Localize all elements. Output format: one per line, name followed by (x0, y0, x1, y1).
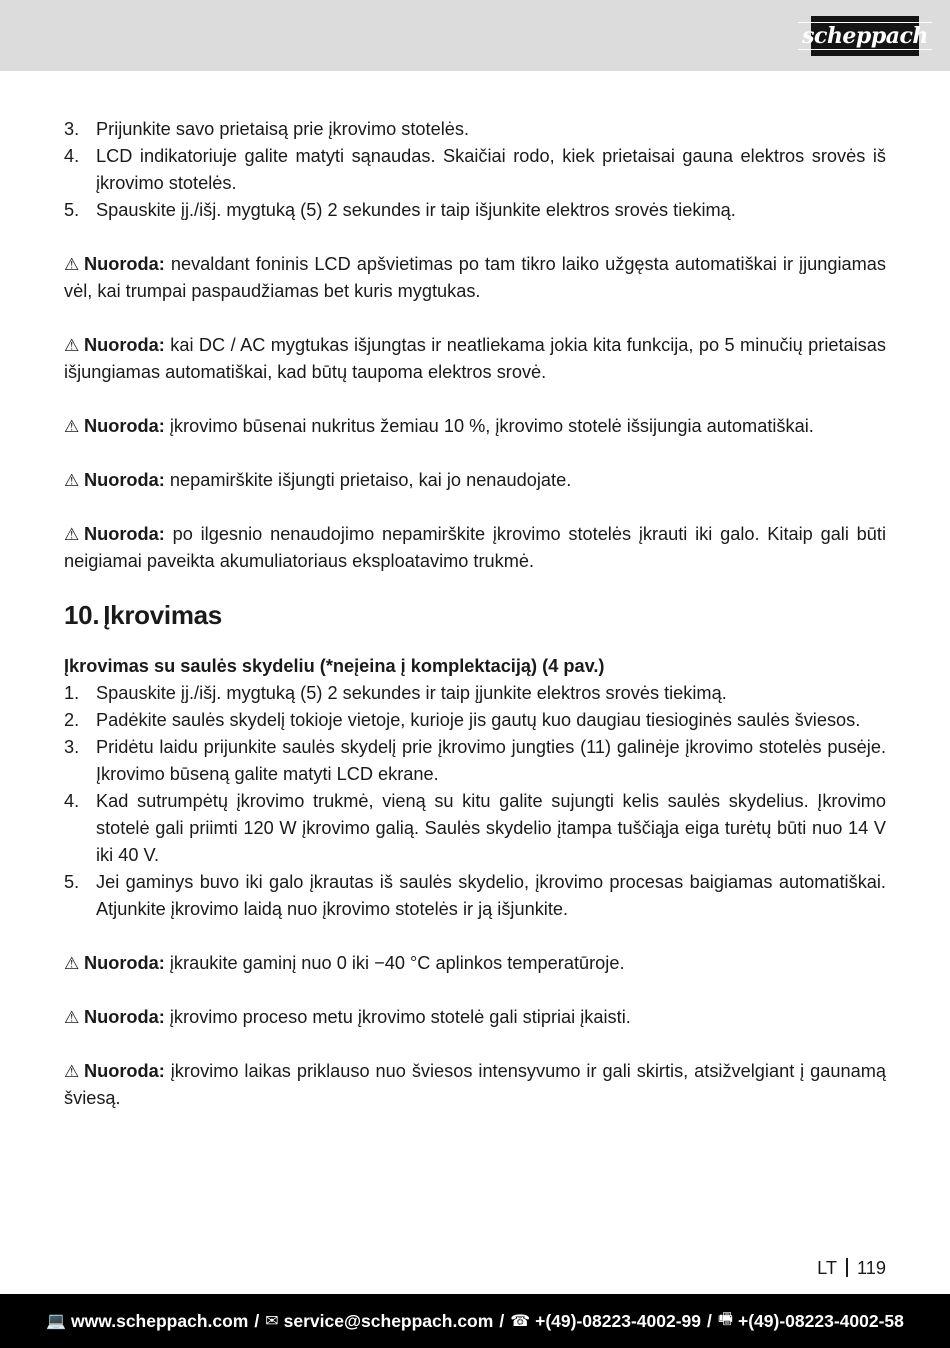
charging-steps-list (64, 680, 886, 923)
step-text: Kad sutrumpėtų įkrovimo trukmė, vieną su kitu galite sujungti kelis saulės skydelius. Įkrovimo stotelė gali priimti 120 W įkrovimo galią. Saulės skydelio įtampa tuščiąja eiga turėtų būti nuo 14 V iki 40 V. (96, 791, 886, 865)
fax-icon: 🖷 (717, 1310, 733, 1328)
note-paragraph (64, 1004, 886, 1031)
envelope-icon: ✉ (265, 1313, 279, 1330)
header-bar (0, 0, 950, 71)
section-number: 10. (64, 600, 100, 630)
logo-text: scheppach (798, 22, 932, 50)
footer-separator: / (254, 1310, 260, 1331)
telephone-icon: ☎ (510, 1313, 531, 1330)
intro-steps-list (64, 116, 886, 224)
note-text: po ilgesnio nenaudojimo nepamirškite įkrovimo stotelės įkrauti iki galo. Kitaip gali būti neigiamai paveikta akumuliatoriaus eksploatavimo trukmė. (64, 524, 886, 571)
list-item (64, 197, 886, 224)
note-label: Nuoroda: (84, 953, 165, 973)
scheppach-logo (802, 16, 928, 56)
step-text: Spauskite įj./išj. mygtuką (5) 2 sekundes ir taip išjunkite elektros srovės tiekimą. (96, 200, 736, 220)
page-number (817, 1256, 886, 1280)
note-text: nepamirškite išjungti prietaiso, kai jo nenaudojate. (169, 470, 572, 490)
note-paragraph (64, 950, 886, 977)
list-item (64, 788, 886, 869)
page-number-value: 119 (857, 1258, 886, 1278)
note-label: Nuoroda: (84, 254, 165, 274)
footer-separator: / (499, 1310, 505, 1331)
warning-triangle-icon: ⚠ (64, 255, 80, 274)
warning-triangle-icon: ⚠ (64, 471, 80, 490)
page-content (64, 116, 886, 1130)
list-item (64, 680, 886, 707)
step-text: Pridėtu laidu prijunkite saulės skydelį prie įkrovimo jungties (11) galinėje įkrovimo stotelės pusėje. Įkrovimo būseną galite matyti LCD ekrane. (96, 737, 886, 784)
note-label: Nuoroda: (84, 1061, 165, 1081)
step-number: 5. (64, 872, 80, 892)
step-number: 2. (64, 710, 80, 730)
page-number-divider (846, 1258, 848, 1277)
note-label: Nuoroda: (84, 416, 165, 436)
list-item (64, 869, 886, 923)
step-text: LCD indikatoriuje galite matyti sąnaudas. Skaičiai rodo, kiek prietaisai gauna elektros srovės iš įkrovimo stotelės. (96, 146, 886, 193)
subsection-heading: Įkrovimas su saulės skydeliu (*neįeina į komplektaciją) (4 pav.) (64, 656, 605, 676)
note-label: Nuoroda: (84, 470, 165, 490)
list-item (64, 116, 886, 143)
note-label: Nuoroda: (84, 524, 165, 544)
step-number: 3. (64, 119, 80, 139)
list-item (64, 707, 886, 734)
footer-phone: +(49)-08223-4002-99 (535, 1310, 702, 1331)
warning-triangle-icon: ⚠ (64, 336, 80, 355)
step-text: Padėkite saulės skydelį tokioje vietoje, kurioje jis gautų kuo daugiau tiesioginės saulės šviesos. (96, 710, 861, 730)
note-text: įkrovimo laikas priklauso nuo šviesos intensyvumo ir gali skirtis, atsižvelgiant į gaunamą šviesą. (64, 1061, 886, 1108)
section-title (64, 599, 886, 631)
step-text: Jei gaminys buvo iki galo įkrautas iš saulės skydelio, įkrovimo procesas baigiamas automatiškai. Atjunkite įkrovimo laidą nuo įkrovimo stotelės ir ją išjunkite. (96, 872, 886, 919)
note-text: nevaldant foninis LCD apšvietimas po tam tikro laiko užgęsta automatiškai ir įjungiamas vėl, kai trumpai paspaudžiamas bet kuris mygtukas. (64, 254, 886, 301)
warning-triangle-icon: ⚠ (64, 417, 80, 436)
note-text: įkrovimo būsenai nukritus žemiau 10 %, įkrovimo stotelė išsijungia automatiškai. (169, 416, 814, 436)
note-text: įkraukite gaminį nuo 0 iki −40 °C aplinkos temperatūroje. (169, 953, 625, 973)
note-paragraph (64, 413, 886, 440)
footer-email[interactable]: service@scheppach.com (283, 1310, 494, 1331)
footer-separator: / (707, 1310, 712, 1331)
note-paragraph (64, 467, 886, 494)
footer-bar (0, 1294, 950, 1348)
step-text: Prijunkite savo prietaisą prie įkrovimo stotelės. (96, 119, 469, 139)
section-title-text: Įkrovimas (103, 600, 222, 630)
note-label: Nuoroda: (84, 1007, 165, 1027)
note-paragraph (64, 332, 886, 386)
list-item (64, 734, 886, 788)
note-text: kai DC / AC mygtukas išjungtas ir neatliekama jokia kita funkcija, po 5 minučių prietaisas išjungiamas automatiškai, kad būtų taupoma elektros srovė. (64, 335, 886, 382)
step-number: 3. (64, 737, 80, 757)
note-paragraph (64, 251, 886, 305)
step-number: 4. (64, 146, 80, 166)
note-paragraph (64, 1058, 886, 1112)
footer-website[interactable]: www.scheppach.com (71, 1310, 249, 1331)
warning-triangle-icon: ⚠ (64, 525, 80, 544)
note-paragraph (64, 521, 886, 575)
note-label: Nuoroda: (84, 335, 165, 355)
computer-icon: 💻 (46, 1313, 67, 1330)
list-item (64, 143, 886, 197)
warning-triangle-icon: ⚠ (64, 954, 80, 973)
step-number: 4. (64, 791, 80, 811)
warning-triangle-icon: ⚠ (64, 1062, 80, 1081)
footer-fax: +(49)-08223-4002-58 (738, 1310, 904, 1331)
step-number: 1. (64, 683, 80, 703)
step-text: Spauskite įj./išj. mygtuką (5) 2 sekundes ir taip įjunkite elektros srovės tiekimą. (96, 683, 727, 703)
page-language: LT (817, 1258, 837, 1278)
step-number: 5. (64, 200, 80, 220)
warning-triangle-icon: ⚠ (64, 1008, 80, 1027)
note-text: įkrovimo proceso metu įkrovimo stotelė gali stipriai įkaisti. (169, 1007, 631, 1027)
